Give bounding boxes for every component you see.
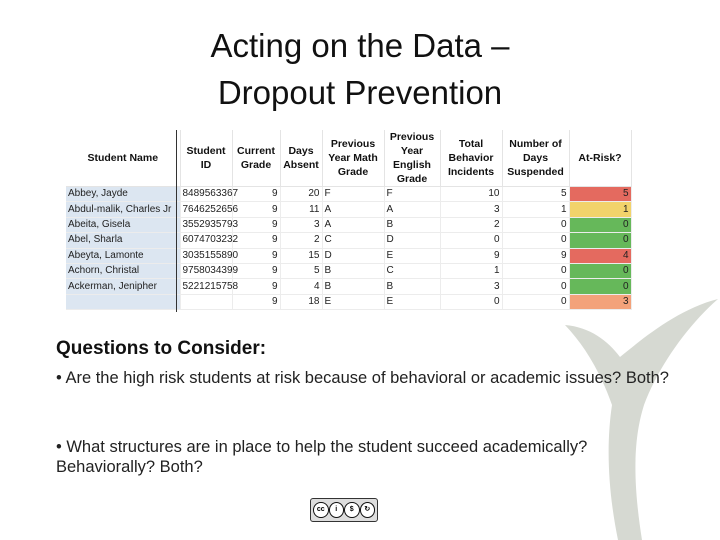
column-header: Previous Year Math Grade [322, 130, 384, 187]
by-icon: i [329, 502, 345, 518]
cell-suspended: 1 [502, 202, 569, 217]
table-header-row [66, 130, 631, 187]
cell-math: E [322, 294, 384, 309]
cell-absent: 3 [280, 217, 322, 232]
sa-icon: ↻ [360, 502, 376, 518]
questions-heading: Questions to Consider: [56, 338, 267, 359]
cell-suspended: 0 [502, 233, 569, 248]
table-row [66, 202, 631, 217]
cell-math: A [322, 217, 384, 232]
cell-suspended: 0 [502, 263, 569, 278]
cell-english: E [384, 294, 440, 309]
column-header: Number of Days Suspended [502, 130, 569, 187]
cell-english: B [384, 279, 440, 294]
cell-suspended: 0 [502, 279, 569, 294]
cell-english: D [384, 233, 440, 248]
question-bullet-1: • Are the high risk students at risk because of behavioral or academic issues? Both? [56, 369, 669, 387]
table-row [66, 248, 631, 263]
cell-id: 7646252656 [180, 202, 232, 217]
cell-english: C [384, 263, 440, 278]
cell-risk: 1 [569, 202, 631, 217]
cell-suspended: 5 [502, 187, 569, 202]
slide-title [0, 22, 720, 116]
cell-risk: 0 [569, 263, 631, 278]
cell-name: Abeita, Gisela [66, 217, 180, 232]
cell-grade: 9 [232, 248, 280, 263]
sheet-divider [176, 130, 177, 312]
cell-risk: 4 [569, 248, 631, 263]
column-header: Total Behavior Incidents [440, 130, 502, 187]
column-header: Current Grade [232, 130, 280, 187]
cell-grade: 9 [232, 294, 280, 309]
cell-incidents: 0 [440, 233, 502, 248]
student-risk-table [66, 130, 632, 310]
cell-absent: 2 [280, 233, 322, 248]
cell-english: B [384, 217, 440, 232]
slide-title-line-2: Dropout Prevention [217, 74, 503, 111]
cell-risk: 5 [569, 187, 631, 202]
cell-english: A [384, 202, 440, 217]
student-data-spreadsheet [66, 130, 631, 312]
table-body [66, 187, 631, 310]
cell-suspended: 9 [502, 248, 569, 263]
cell-absent: 11 [280, 202, 322, 217]
cell-suspended: 0 [502, 294, 569, 309]
table-row [66, 233, 631, 248]
cell-incidents: 0 [440, 294, 502, 309]
cell-absent: 20 [280, 187, 322, 202]
cc-icon: cc [313, 502, 329, 518]
question-bullet-2: • What structures are in place to help the student succeed academically? Behaviorally? Both? [56, 438, 588, 476]
cell-risk: 3 [569, 294, 631, 309]
cell-name: Abel, Sharla [66, 233, 180, 248]
nc-icon: $ [344, 502, 360, 518]
cell-name: Abbey, Jayde [66, 187, 180, 202]
cell-incidents: 10 [440, 187, 502, 202]
column-header: Student ID [180, 130, 232, 187]
cell-grade: 9 [232, 233, 280, 248]
cell-english: E [384, 248, 440, 263]
cell-absent: 15 [280, 248, 322, 263]
cell-id: 8489563367 [180, 187, 232, 202]
cell-name: Achorn, Christal [66, 263, 180, 278]
cell-id: 3035155890 [180, 248, 232, 263]
cell-incidents: 9 [440, 248, 502, 263]
cell-math: B [322, 263, 384, 278]
cell-risk: 0 [569, 217, 631, 232]
cell-id: 5221215758 [180, 279, 232, 294]
table-row [66, 294, 631, 309]
table-row [66, 217, 631, 232]
column-header: At-Risk? [569, 130, 631, 187]
cell-absent: 5 [280, 263, 322, 278]
table-row [66, 263, 631, 278]
cell-name: Abeyta, Lamonte [66, 248, 180, 263]
cell-id: 6074703232 [180, 233, 232, 248]
cell-absent: 18 [280, 294, 322, 309]
table-row [66, 279, 631, 294]
cell-absent: 4 [280, 279, 322, 294]
cell-id: 3552935793 [180, 217, 232, 232]
cell-math: B [322, 279, 384, 294]
column-header: Student Name [66, 130, 180, 187]
creative-commons-license-badge [310, 498, 378, 522]
cell-grade: 9 [232, 202, 280, 217]
cell-math: C [322, 233, 384, 248]
cell-english: F [384, 187, 440, 202]
cell-incidents: 2 [440, 217, 502, 232]
cell-math: D [322, 248, 384, 263]
cell-incidents: 3 [440, 279, 502, 294]
cell-math: F [322, 187, 384, 202]
cell-name: Abdul-malik, Charles Jr [66, 202, 180, 217]
cell-name [66, 294, 180, 309]
cell-name: Ackerman, Jenipher [66, 279, 180, 294]
slide-title-line-1: Acting on the Data – [210, 27, 510, 64]
column-header: Previous Year English Grade [384, 130, 440, 187]
cell-id [180, 294, 232, 309]
cell-id: 9758034399 [180, 263, 232, 278]
table-row [66, 187, 631, 202]
cell-incidents: 1 [440, 263, 502, 278]
cell-math: A [322, 202, 384, 217]
column-header: Days Absent [280, 130, 322, 187]
cell-incidents: 3 [440, 202, 502, 217]
cell-grade: 9 [232, 279, 280, 294]
cell-suspended: 0 [502, 217, 569, 232]
cell-grade: 9 [232, 187, 280, 202]
cell-grade: 9 [232, 263, 280, 278]
cell-grade: 9 [232, 217, 280, 232]
cell-risk: 0 [569, 233, 631, 248]
cell-risk: 0 [569, 279, 631, 294]
